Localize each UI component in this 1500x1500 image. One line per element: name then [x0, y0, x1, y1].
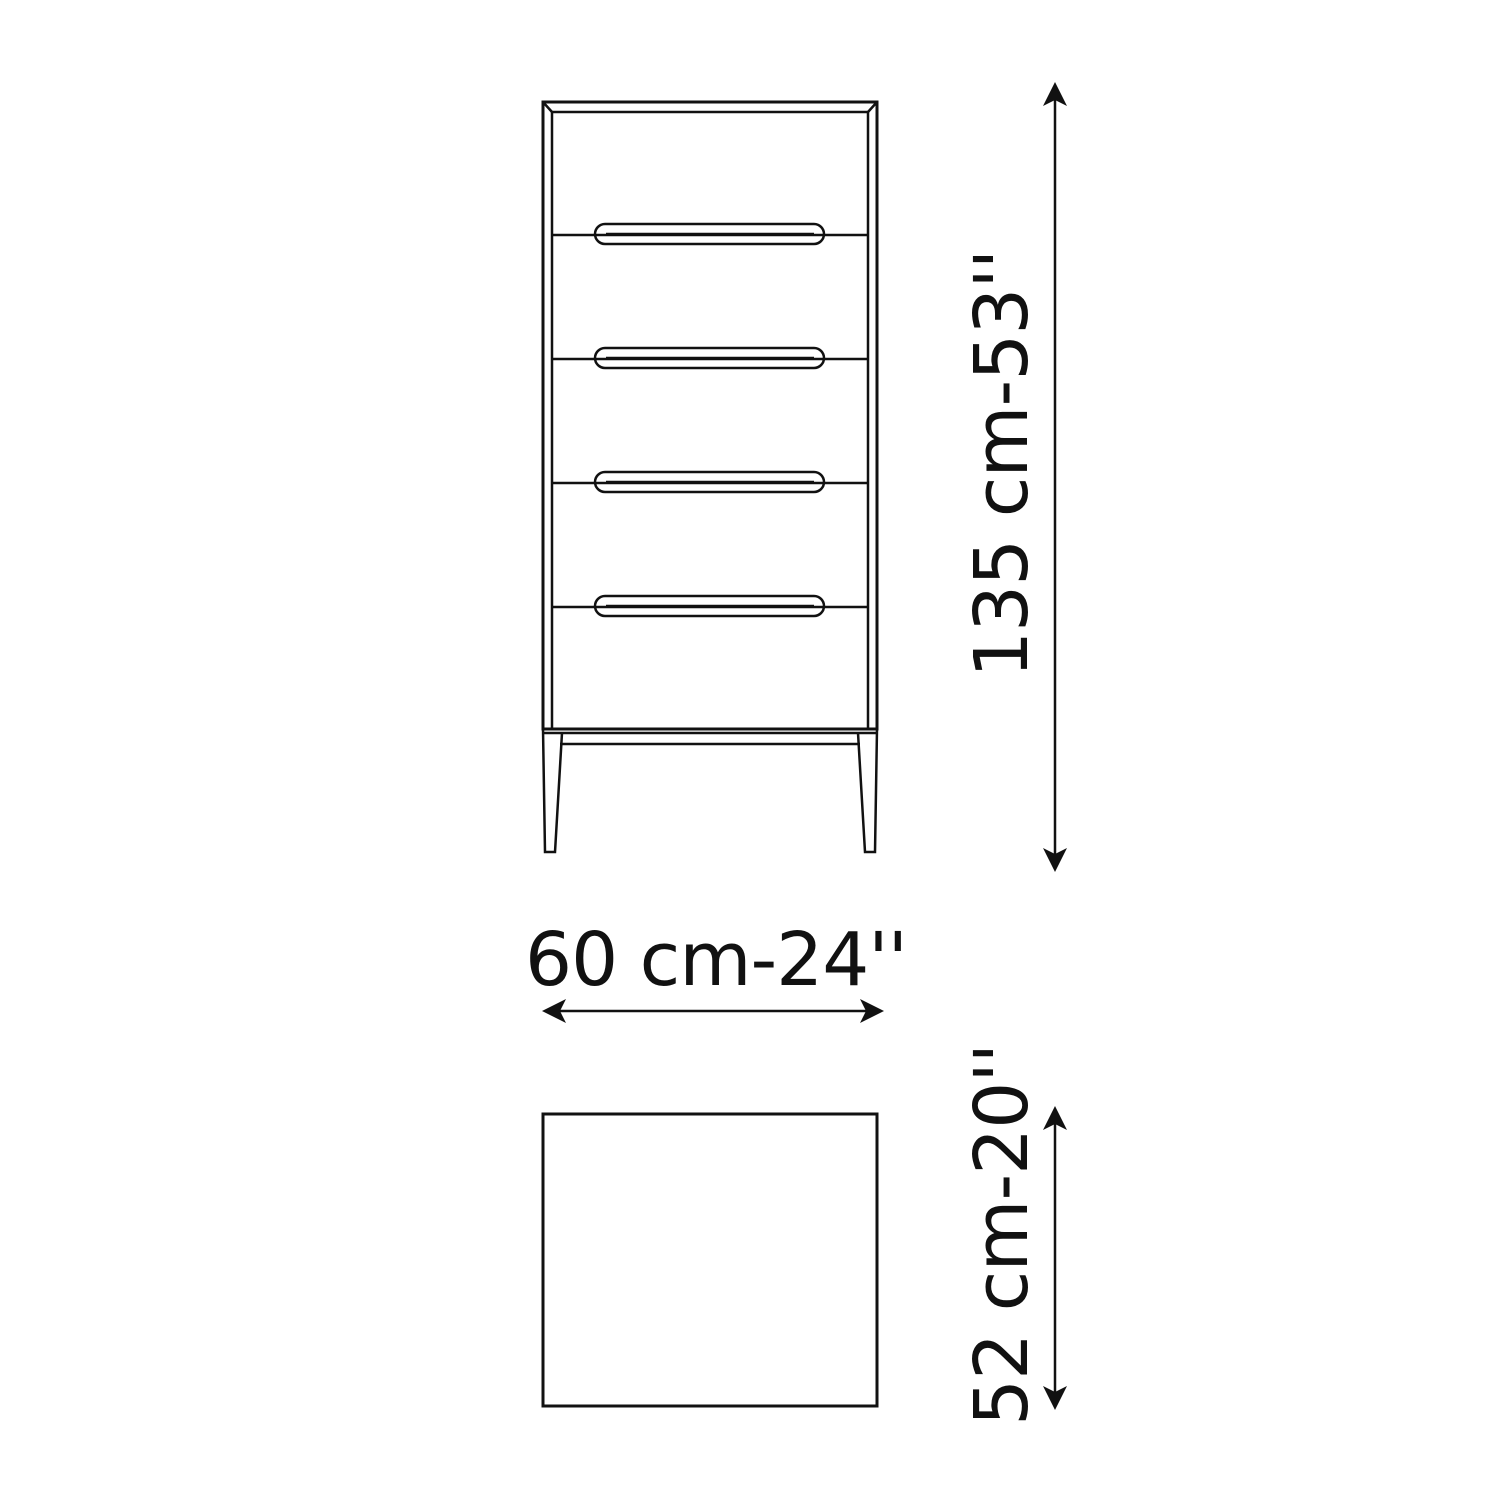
width-dimension — [525, 917, 907, 1023]
drawer-handles — [595, 224, 824, 616]
front-view — [543, 102, 877, 852]
leg-left — [543, 729, 562, 852]
cabinet-outer-frame — [543, 102, 877, 729]
top-view — [543, 1114, 877, 1406]
depth-label: 52 cm-20'' — [959, 1043, 1045, 1427]
depth-dimension — [959, 1044, 1067, 1426]
drawer-handle — [595, 224, 824, 244]
top-view-outline — [543, 1114, 877, 1406]
leg-right — [858, 729, 877, 852]
base-rail — [543, 733, 877, 744]
top-bevel — [543, 102, 877, 729]
width-label: 60 cm-24'' — [524, 917, 908, 1003]
height-dimension — [959, 82, 1067, 872]
drawer-dividers — [552, 235, 868, 607]
drawer-handle — [595, 348, 824, 368]
drawer-handle — [595, 596, 824, 616]
height-label: 135 cm-53'' — [959, 249, 1045, 679]
drawer-handle — [595, 472, 824, 492]
